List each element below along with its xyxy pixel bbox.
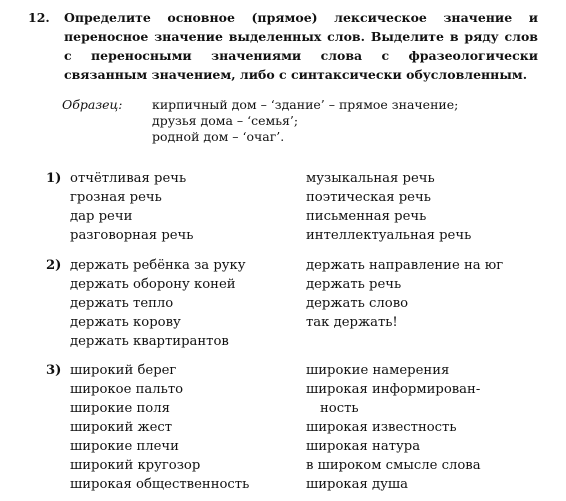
phrase-item: широкая известность — [306, 420, 457, 435]
phrase-item: интеллектуальная речь — [306, 228, 472, 243]
group-2-right-column — [306, 256, 546, 332]
task-statement — [28, 8, 538, 84]
group-3-right-column — [306, 361, 546, 494]
sample-label: Образец: — [62, 97, 123, 112]
phrase-item: поэтическая речь — [306, 190, 431, 205]
phrase-item: широкое пальто — [70, 382, 184, 397]
group-2-left-column — [70, 256, 302, 351]
phrase-item: держать корову — [70, 315, 181, 330]
group-number: 2) — [46, 258, 62, 273]
phrase-item: широкие поля — [70, 401, 170, 416]
phrase-item: широкий берег — [70, 363, 177, 378]
phrase-item: разговорная речь — [70, 228, 194, 243]
phrase-item: широкая общественность — [70, 477, 250, 492]
phrase-item: держать квартирантов — [70, 334, 229, 349]
phrase-item: держать тепло — [70, 296, 174, 311]
sample-line: родной дом – ‘очаг’. — [152, 129, 285, 144]
phrase-item: широкие плечи — [70, 439, 179, 454]
phrase-item: держать речь — [306, 277, 402, 292]
phrase-item: письменная речь — [306, 209, 427, 224]
phrase-item: музыкальная речь — [306, 171, 435, 186]
phrase-item: дар речи — [70, 209, 133, 224]
sample-line: кирпичный дом – ‘здание’ – прямое значение; — [152, 97, 459, 112]
phrase-item: широкий жест — [70, 420, 173, 435]
phrase-item: держать оборону коней — [70, 277, 236, 292]
phrase-item: широкие намерения — [306, 363, 450, 378]
phrase-item: держать слово — [306, 296, 409, 311]
group-number: 1) — [46, 171, 62, 186]
group-1-left-column — [70, 169, 302, 245]
sample-line: друзья дома – ‘семья’; — [152, 113, 299, 128]
phrase-item: держать ребёнка за руку — [70, 258, 246, 273]
phrase-item: широкая информирован- — [306, 382, 481, 397]
phrase-item: держать направление на юг — [306, 258, 504, 273]
phrase-item-continuation: ность — [320, 401, 359, 416]
group-number: 3) — [46, 363, 62, 378]
task-number: 12. — [28, 10, 50, 25]
phrase-item: широкая душа — [306, 477, 409, 492]
phrase-item: широкая натура — [306, 439, 421, 454]
phrase-item: грозная речь — [70, 190, 162, 205]
task-text: Определите основное (прямое) лексическое значение и переносное значение выделенных слов. Выделите в ряду слов с переносными значениями слова с фразеологически связанным значением, либо с синтаксически обусловленным. — [64, 10, 538, 82]
phrase-item: так держать! — [306, 315, 398, 330]
phrase-item: широкий кругозор — [70, 458, 201, 473]
sample-lines — [152, 97, 532, 145]
phrase-item: в широком смысле слова — [306, 458, 481, 473]
group-3-left-column — [70, 361, 302, 494]
group-1-right-column — [306, 169, 546, 245]
phrase-item: отчётливая речь — [70, 171, 187, 186]
